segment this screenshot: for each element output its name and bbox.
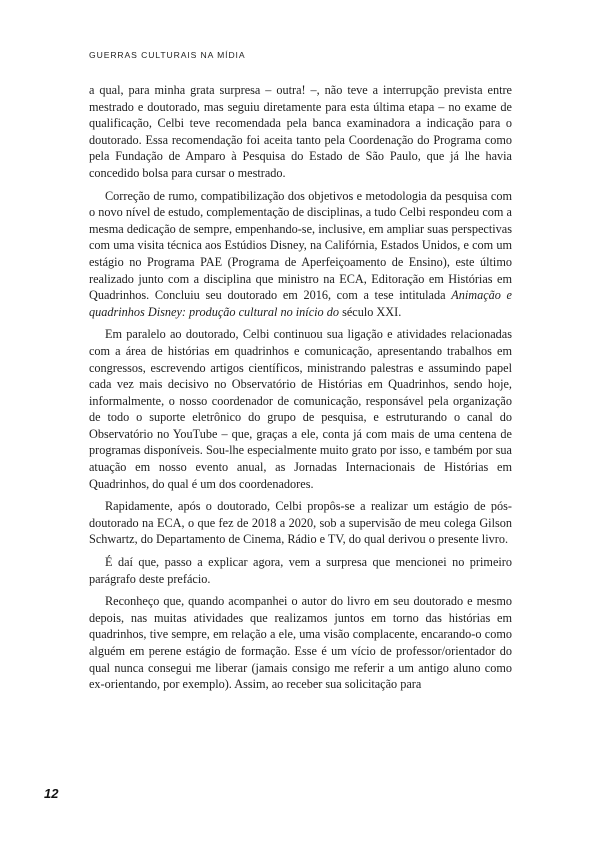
- paragraph-6: Reconheço que, quando acompanhei o autor do livro em seu doutorado e mesmo depois, nas muitas atividades que realizamos juntos em torno das histórias em quadrinhos, tive sempre, em relação a ele, uma visão complacente, encarando-o como alguém em perene estágio de formação. Esse é um vício de professor/orientador do qual nunca consegui me liberar (jamais consigo me referir a um antigo aluno como ex-orientando, por exemplo). Assim, ao receber sua solicitação para: [89, 594, 512, 692]
- page-number: 12: [44, 786, 59, 801]
- paragraph-2: [89, 188, 512, 321]
- paragraph-4: Rapidamente, após o doutorado, Celbi propôs-se a realizar um estágio de pós-doutorado na ECA, o que fez de 2018 a 2020, sob a supervisão de meu colega Gilson Schwartz, do Departamento de Cinema, Rádio e TV, do qual derivou o presente livro.: [89, 499, 512, 547]
- running-head: GUERRAS CULTURAIS NA MÍDIA: [89, 50, 246, 60]
- paragraph-2-text: Correção de rumo, compatibilização dos objetivos e metodologia da pesquisa com o novo nível de estudo, complementação de disciplinas, a tudo Celbi respondeu com a mesma dedicação de sempre, empenhando-se, inclusive, em ampliar suas perspectivas com uma visita técnica aos Estúdios Disney, na Califórnia, Estados Unidos, e com um estágio no Programa PAE (Programa de Aperfeiçoamento de Ensino), este último realizado junto com a disciplina que ministro na ECA, Editoração em Histórias em Quadrinhos. Concluiu seu doutorado em 2016, com a tese intitulada: [89, 188, 512, 303]
- paragraph-1: a qual, para minha grata surpresa – outra! –, não teve a interrupção prevista entre mestrado e doutorado, mas seguiu diretamente para esta última etapa – no exame de qualificação, Celbi teve recomendada pela banca examinadora a indicação para o doutorado. Essa recomendação foi aceita tanto pela Coordenação do Programa como pela Fundação de Amparo à Pesquisa do Estado de São Paulo, que já lhe havia concedido bolsa para cursar o mestrado.: [89, 83, 512, 180]
- paragraph-3: Em paralelo ao doutorado, Celbi continuou sua ligação e atividades relacionadas com a área de histórias em quadrinhos e comunicação, apresentando trabalhos em congressos, escrevendo artigos científicos, ministrando palestras e assumindo papel cada vez mais decisivo no Observatório de Histórias em Quadrinhos, sendo hoje, informalmente, o nosso coordenador de comunicação, responsável pela organização de todo o suporte eletrônico do grupo de pesquisa, e estruturando o canal do Observatório no YouTube – que, graças a ele, conta já com mais de uma centena de programas disponíveis. Sou-lhe especialmente muito grato por isso, e também por sua atuação em nosso evento anual, as Jornadas Internacionais de Histórias em Quadrinhos, do qual é um dos coordenadores.: [89, 327, 512, 491]
- paragraph-2-end: século XXI.: [339, 304, 402, 319]
- thesis-subtitle: : produção cultural no início do: [181, 304, 339, 319]
- body-text: [89, 82, 512, 693]
- paragraph-5: É daí que, passo a explicar agora, vem a surpresa que mencionei no primeiro parágrafo deste prefácio.: [89, 555, 512, 586]
- thesis-title: Animação e quadrinhos Disney: [89, 288, 512, 319]
